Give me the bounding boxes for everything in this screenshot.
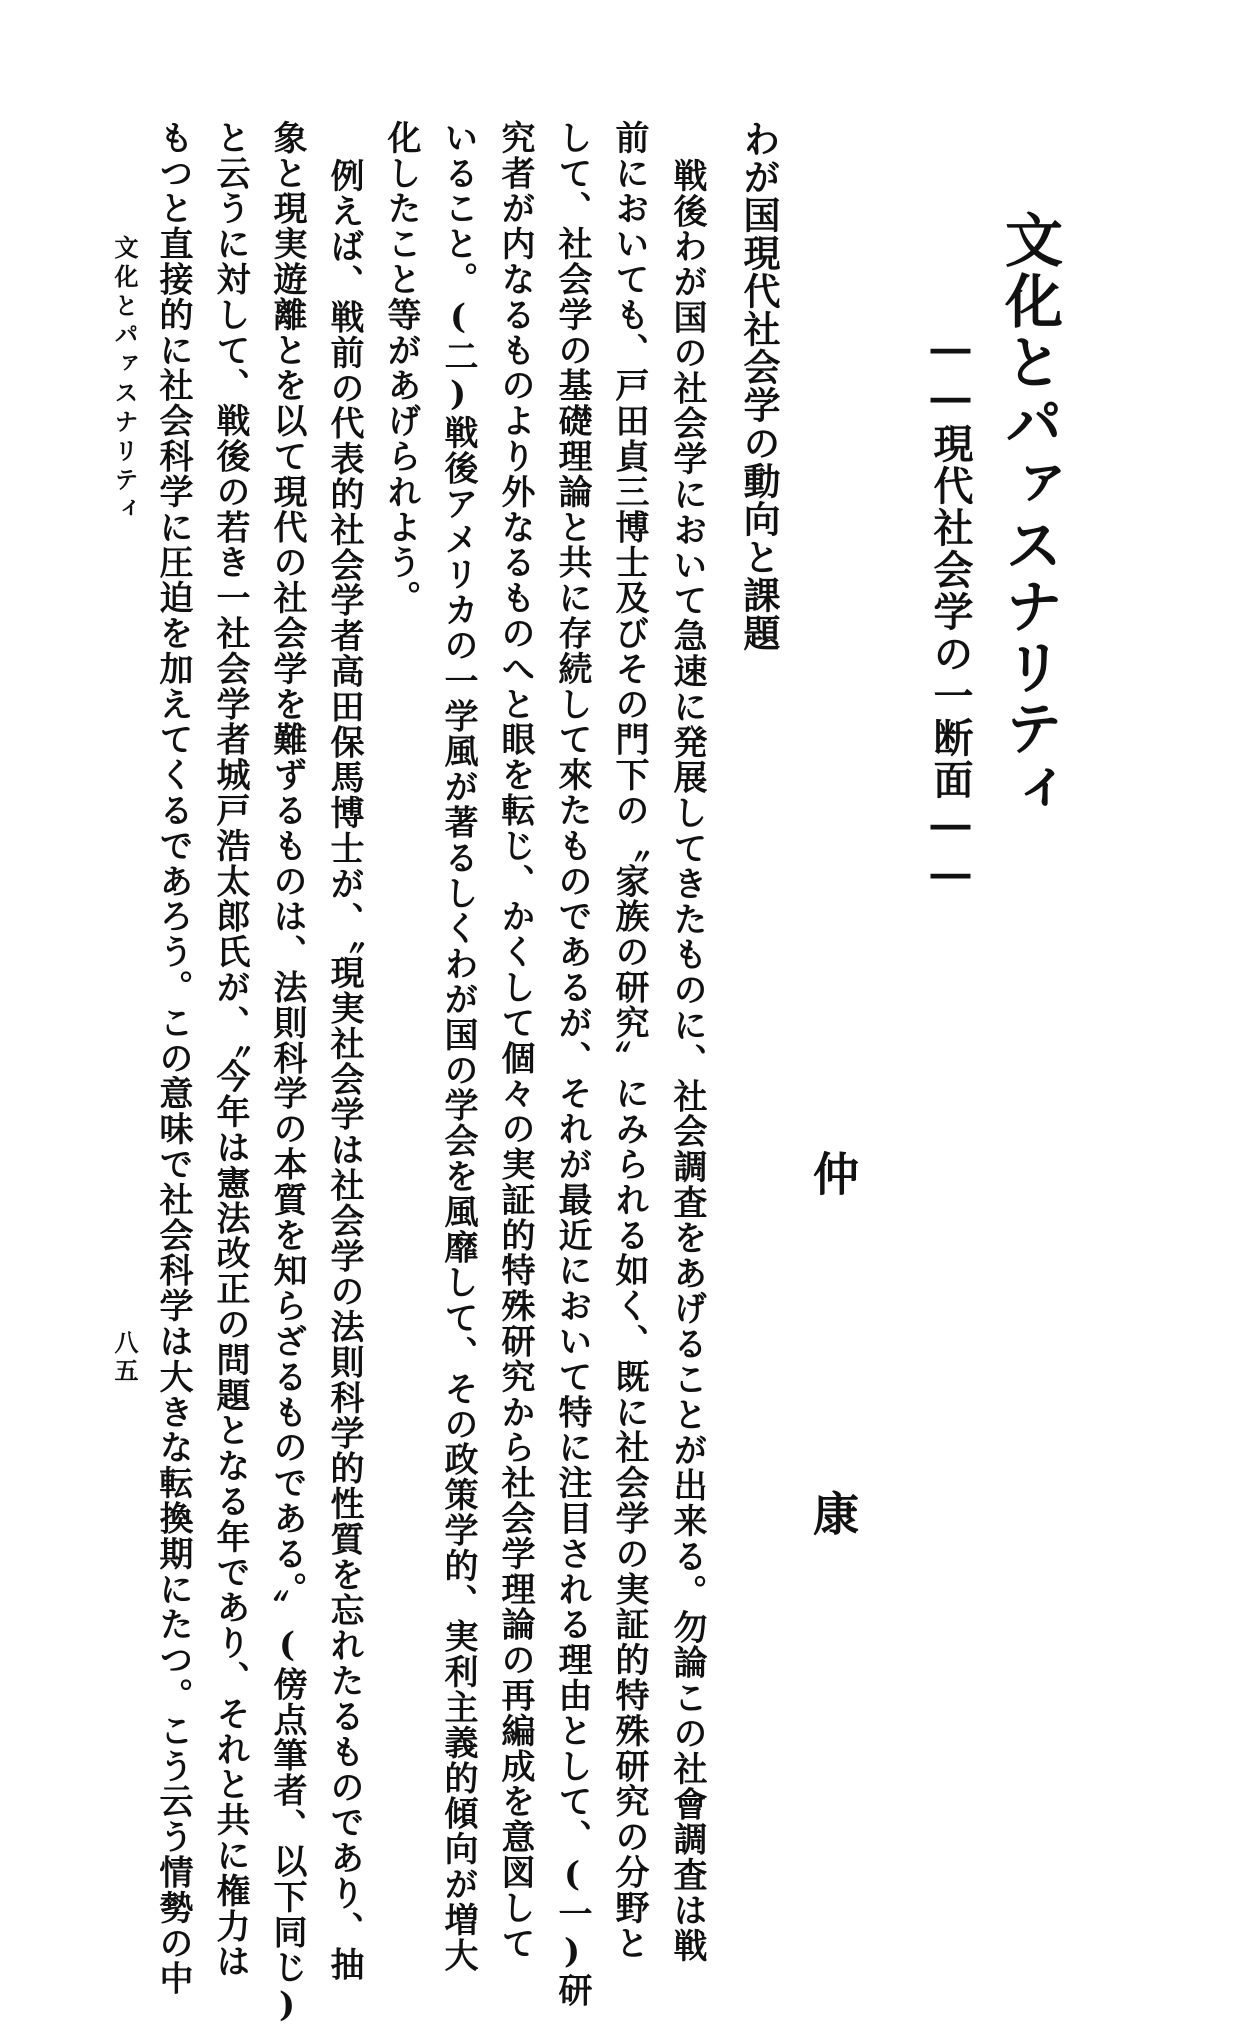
author-given-name: 康 [806, 1490, 860, 1536]
body-text-column: 化したこと等があげられよう。 [381, 120, 421, 616]
article-subtitle: ――現代社会学の一断面―― [927, 325, 974, 899]
author-family-name: 仲 [806, 1150, 860, 1196]
body-text-column: 例えば、戦前の代表的社会学者高田保馬博士が、〝現実社会学は社会学の法則科学的性質を忘れたるものであり、抽 [324, 158, 364, 1982]
running-head: 文化とパァスナリティ [110, 235, 139, 525]
page-number: 八五 [110, 1330, 139, 1386]
body-text-column: 究者が内なるものより外なるものへと眼を転じ、かくして個々の実証的特殊研究から社会学理論の再編成を意図して [495, 120, 535, 1961]
body-text-column: 前においても、戸田貞三博士及びその門下の〝家族の研究〟にみられる如く、既に社会学の実証的特殊研究の分野と [609, 120, 649, 1961]
section-heading: わが国現代社会学の動向と課題 [737, 120, 781, 652]
body-text-column: 象と現実遊離とを以て現代の社会学を難ずるものは、法則科学の本質を知らざるものである。〟(傍点筆者、以下同じ) [267, 120, 307, 2027]
body-text-column: 戦後わが国の社会学において急速に発展してきたものに、社会調査をあげることが出来る。勿論この社會調査は戦 [667, 158, 707, 1964]
article-title: 文化とパァスナリティ [995, 210, 1063, 820]
body-text-column: いること。(二)戦後アメリカの一学風が著るしくわが国の学会を風靡して、その政策学的、実利主義的傾向が増大 [438, 120, 478, 1973]
body-text-column: して、社会学の基礎理論と共に存続して來たものであるが、それが最近において特に注目される理由として、(一)研 [552, 120, 592, 2009]
body-text-column: と云うに対して、戦後の若き一社会学者城戸浩太郎氏が、〝今年は憲法改正の問題となる年であり、それと共に権力は [210, 120, 250, 1980]
body-text-column: もつと直接的に社会科学に圧迫を加えてくるであろう。この意味で社会科学は大きな転換期にたつ。こう云う情勢の中 [153, 120, 193, 1997]
